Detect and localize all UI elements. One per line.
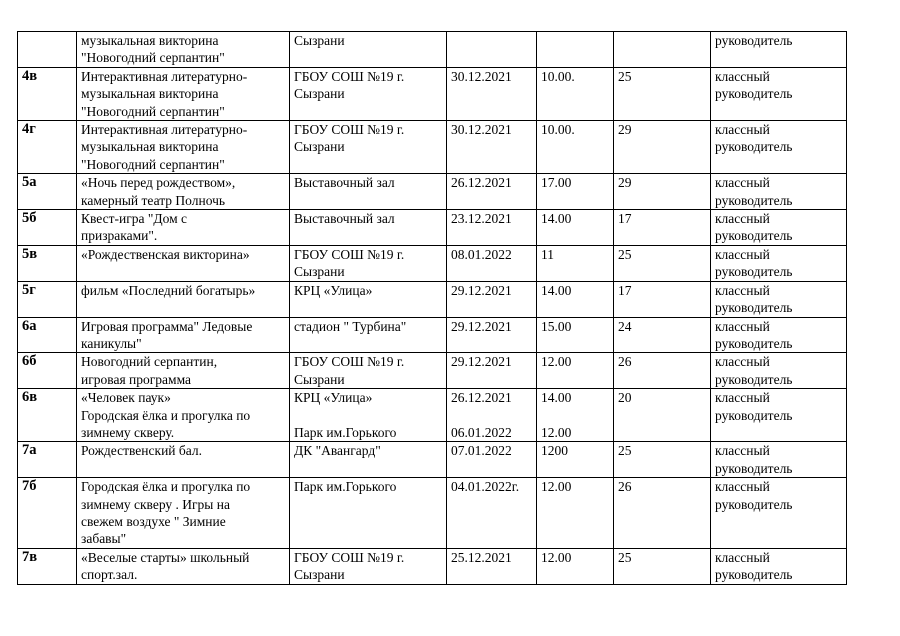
date-cell: 26.12.2021 06.01.2022: [447, 389, 537, 442]
responsible-cell: классный руководитель: [711, 67, 847, 120]
time-cell: 15.00: [537, 317, 614, 353]
place-cell: Выставочный зал: [290, 174, 447, 210]
time-cell: 17.00: [537, 174, 614, 210]
count-cell: 29: [614, 174, 711, 210]
place-cell: ГБОУ СОШ №19 г. Сызрани: [290, 353, 447, 389]
table-row: [18, 389, 847, 442]
count-cell: 17: [614, 210, 711, 246]
responsible-cell: классный руководитель: [711, 478, 847, 549]
table-row: [18, 245, 847, 281]
event-cell: Новогодний серпантин, игровая программа: [77, 353, 290, 389]
responsible-cell: руководитель: [711, 32, 847, 68]
class-cell: 4в: [18, 67, 77, 120]
class-cell: [18, 32, 77, 68]
count-cell: 25: [614, 442, 711, 478]
date-cell: 07.01.2022: [447, 442, 537, 478]
class-cell: 5г: [18, 281, 77, 317]
schedule-table: [17, 31, 847, 585]
class-cell: 7а: [18, 442, 77, 478]
class-cell: 6а: [18, 317, 77, 353]
time-cell: [537, 32, 614, 68]
place-cell: ДК "Авангард": [290, 442, 447, 478]
event-cell: фильм «Последний богатырь»: [77, 281, 290, 317]
table-row: [18, 210, 847, 246]
count-cell: 25: [614, 67, 711, 120]
event-cell: Интерактивная литературно- музыкальная викторина "Новогодний серпантин": [77, 67, 290, 120]
place-cell: Выставочный зал: [290, 210, 447, 246]
time-cell: 12.00: [537, 353, 614, 389]
place-cell: ГБОУ СОШ №19 г. Сызрани: [290, 121, 447, 174]
date-cell: 30.12.2021: [447, 67, 537, 120]
time-cell: 10.00.: [537, 121, 614, 174]
place-cell: ГБОУ СОШ №19 г. Сызрани: [290, 548, 447, 584]
event-cell: музыкальная викторина "Новогодний серпантин": [77, 32, 290, 68]
class-cell: 5б: [18, 210, 77, 246]
class-cell: 7в: [18, 548, 77, 584]
event-cell: «Человек паук» Городская ёлка и прогулка по зимнему скверу.: [77, 389, 290, 442]
responsible-cell: классный руководитель: [711, 174, 847, 210]
place-cell: ГБОУ СОШ №19 г. Сызрани: [290, 245, 447, 281]
date-cell: 29.12.2021: [447, 353, 537, 389]
date-cell: 23.12.2021: [447, 210, 537, 246]
event-cell: «Веселые старты» школьный спорт.зал.: [77, 548, 290, 584]
count-cell: 25: [614, 548, 711, 584]
date-cell: 29.12.2021: [447, 281, 537, 317]
time-cell: 14.00: [537, 210, 614, 246]
table-row: [18, 317, 847, 353]
time-cell: 1200: [537, 442, 614, 478]
count-cell: 26: [614, 478, 711, 549]
time-cell: 12.00: [537, 548, 614, 584]
responsible-cell: классный руководитель: [711, 548, 847, 584]
event-cell: Интерактивная литературно- музыкальная викторина "Новогодний серпантин": [77, 121, 290, 174]
date-cell: 30.12.2021: [447, 121, 537, 174]
place-cell: КРЦ «Улица»: [290, 281, 447, 317]
responsible-cell: классный руководитель: [711, 210, 847, 246]
event-cell: Квест-игра "Дом с призраками".: [77, 210, 290, 246]
responsible-cell: классный руководитель: [711, 442, 847, 478]
table-row: [18, 121, 847, 174]
table-row: [18, 174, 847, 210]
date-cell: 25.12.2021: [447, 548, 537, 584]
table-row: [18, 353, 847, 389]
class-cell: 5а: [18, 174, 77, 210]
count-cell: 17: [614, 281, 711, 317]
class-cell: 5в: [18, 245, 77, 281]
date-cell: 29.12.2021: [447, 317, 537, 353]
time-cell: 14.00 12.00: [537, 389, 614, 442]
table-row: [18, 442, 847, 478]
class-cell: 7б: [18, 478, 77, 549]
event-cell: «Ночь перед рождеством», камерный театр Полночь: [77, 174, 290, 210]
count-cell: 26: [614, 353, 711, 389]
table-row: [18, 281, 847, 317]
date-cell: [447, 32, 537, 68]
responsible-cell: классный руководитель: [711, 281, 847, 317]
count-cell: [614, 32, 711, 68]
count-cell: 29: [614, 121, 711, 174]
count-cell: 24: [614, 317, 711, 353]
date-cell: 08.01.2022: [447, 245, 537, 281]
class-cell: 4г: [18, 121, 77, 174]
responsible-cell: классный руководитель: [711, 245, 847, 281]
event-cell: Игровая программа" Ледовые каникулы": [77, 317, 290, 353]
event-cell: Рождественский бал.: [77, 442, 290, 478]
table-row: [18, 32, 847, 68]
date-cell: 04.01.2022г.: [447, 478, 537, 549]
responsible-cell: классный руководитель: [711, 317, 847, 353]
table-row: [18, 67, 847, 120]
place-cell: ГБОУ СОШ №19 г. Сызрани: [290, 67, 447, 120]
time-cell: 12.00: [537, 478, 614, 549]
responsible-cell: классный руководитель: [711, 353, 847, 389]
place-cell: Сызрани: [290, 32, 447, 68]
count-cell: 25: [614, 245, 711, 281]
place-cell: КРЦ «Улица» Парк им.Горького: [290, 389, 447, 442]
responsible-cell: классный руководитель: [711, 389, 847, 442]
schedule-body: [18, 32, 847, 585]
table-row: [18, 478, 847, 549]
class-cell: 6в: [18, 389, 77, 442]
time-cell: 10.00.: [537, 67, 614, 120]
date-cell: 26.12.2021: [447, 174, 537, 210]
time-cell: 14.00: [537, 281, 614, 317]
responsible-cell: классный руководитель: [711, 121, 847, 174]
table-row: [18, 548, 847, 584]
place-cell: стадион " Турбина": [290, 317, 447, 353]
event-cell: «Рождественская викторина»: [77, 245, 290, 281]
place-cell: Парк им.Горького: [290, 478, 447, 549]
event-cell: Городская ёлка и прогулка по зимнему скверу . Игры на свежем воздухе " Зимние забавы": [77, 478, 290, 549]
time-cell: 11: [537, 245, 614, 281]
count-cell: 20: [614, 389, 711, 442]
class-cell: 6б: [18, 353, 77, 389]
